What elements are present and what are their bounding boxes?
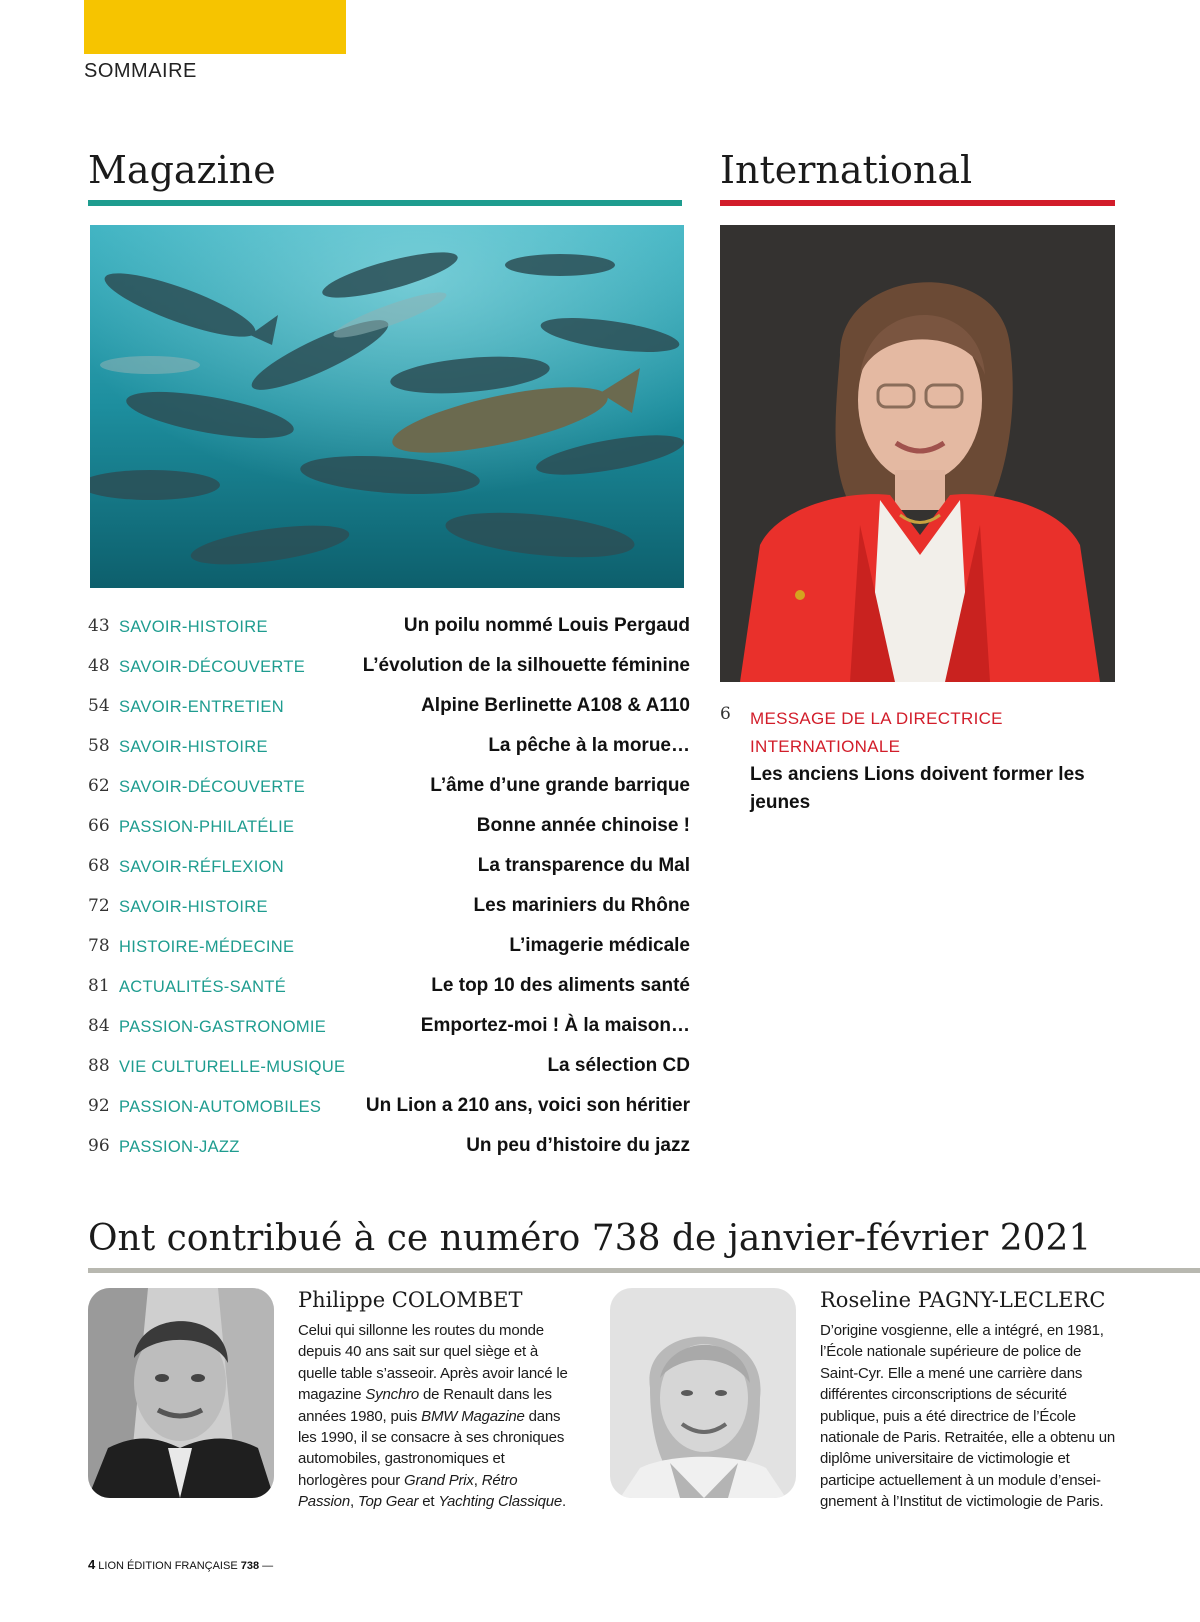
toc-category: PASSION-GASTRONOMIE (119, 1018, 327, 1036)
toc-page-number: 92 (88, 1096, 110, 1116)
footer-publication: LION ÉDITION FRANÇAISE (98, 1560, 238, 1572)
toc-category: SAVOIR-ENTRETIEN (119, 698, 284, 716)
toc-category: PASSION-PHILATÉLIE (119, 818, 295, 836)
toc-page-number: 43 (88, 616, 110, 636)
toc-item[interactable] (88, 854, 690, 894)
magazine-toc (88, 614, 690, 1174)
toc-article-title: Bonne année chinoise ! (476, 815, 690, 836)
contributor-bio: Celui qui sillonne les routes du monde depuis 40 ans sait sur quel siège et à quelle table s’asseoir. Après avoir lancé le magazine Synchro de Renault dans les années 1980, puis BMW Magazine dans les 1990, il se consacre à ses chroniques automobiles, gastronomiques et horlogères pour Grand Prix, Rétro Passion, Top Gear et Yachting Classique. (298, 1322, 568, 1511)
toc-page-number: 72 (88, 896, 110, 916)
toc-category: SAVOIR-DÉCOUVERTE (119, 658, 306, 676)
header-accent-bar (84, 0, 346, 54)
toc-category: VIE CULTURELLE-MUSIQUE (119, 1058, 346, 1076)
contributor-name: Philippe COLOMBET (298, 1288, 523, 1312)
toc-article-title: Alpine Berlinette A108 & A110 (421, 695, 690, 716)
toc-item[interactable] (88, 654, 690, 694)
toc-page-number: 81 (88, 976, 110, 996)
toc-article-title: La pêche à la morue… (488, 735, 690, 756)
toc-article-title: Le top 10 des aliments santé (431, 975, 690, 996)
toc-item[interactable] (88, 1054, 690, 1094)
section-label: SOMMAIRE (84, 60, 197, 82)
cod-school-photo (90, 225, 684, 588)
international-heading: International (720, 148, 973, 192)
toc-article-title: La sélection CD (547, 1055, 690, 1076)
toc-category: SAVOIR-HISTOIRE (119, 618, 268, 636)
contributor-portrait-photo (610, 1288, 796, 1498)
contributors-rule (88, 1268, 1200, 1273)
international-rule (720, 200, 1115, 206)
toc-page-number: 88 (88, 1056, 110, 1076)
footer-page-number: 4 (88, 1557, 96, 1572)
toc-item[interactable] (88, 894, 690, 934)
toc-category: SAVOIR-RÉFLEXION (119, 858, 284, 876)
toc-page-number: 66 (88, 816, 110, 836)
toc-article-title: L’évolution de la silhouette féminine (362, 655, 690, 676)
toc-article-title: Les anciens Lions doivent former les jeunes (750, 764, 1085, 813)
toc-article-title: Un Lion a 210 ans, voici son héritier (365, 1095, 690, 1116)
footer-issue: 738 (240, 1560, 260, 1572)
toc-article-title: Les mariniers du Rhône (473, 895, 690, 916)
toc-article-title: L’imagerie médicale (509, 935, 690, 956)
page-footer (88, 1557, 273, 1572)
toc-item[interactable] (88, 1134, 690, 1174)
toc-page-number: 96 (88, 1136, 110, 1156)
toc-page-number: 78 (88, 936, 110, 956)
toc-item[interactable] (88, 934, 690, 974)
toc-category: PASSION-JAZZ (119, 1138, 240, 1156)
toc-category: MESSAGE DE LA DIRECTRICE INTERNATIONALE (750, 709, 1003, 756)
contributor-name: Roseline PAGNY-LECLERC (820, 1288, 1106, 1312)
toc-category: PASSION-AUTOMOBILES (119, 1098, 322, 1116)
toc-article-title: L’âme d’une grande barrique (430, 775, 690, 796)
toc-category: SAVOIR-HISTOIRE (119, 738, 268, 756)
toc-category: HISTOIRE-MÉDECINE (119, 938, 295, 956)
toc-page-number: 48 (88, 656, 110, 676)
magazine-heading: Magazine (88, 148, 276, 192)
toc-category: SAVOIR-HISTOIRE (119, 898, 268, 916)
toc-item[interactable] (88, 774, 690, 814)
contributors-heading: Ont contribué à ce numéro 738 de janvier-février 2021 (88, 1218, 1092, 1259)
toc-item[interactable] (88, 694, 690, 734)
director-portrait-photo (720, 225, 1115, 682)
toc-item[interactable] (88, 814, 690, 854)
toc-article-title: La transparence du Mal (477, 855, 690, 876)
toc-item[interactable] (88, 1014, 690, 1054)
footer-dash: — (262, 1560, 274, 1572)
contributor-bio: D’origine vosgienne, elle a intégré, en 1981, l’École nationale supérieure de police de Saint-Cyr. Elle a mené une carrière dans différentes circonscriptions de sécurité publique, puis a été directrice de l’École nationale de Paris. Retraitée, elle a obtenu un diplôme universitaire de victimologie et participe actuellement à un module d’ensei-gnement à l’Institut de victimologie de Paris. (820, 1322, 1115, 1511)
toc-page-number: 84 (88, 1016, 110, 1036)
toc-article-title: Un poilu nommé Louis Pergaud (403, 615, 690, 636)
toc-page-number: 6 (720, 704, 731, 724)
toc-category: ACTUALITÉS-SANTÉ (119, 978, 287, 996)
toc-article-title: Un peu d’histoire du jazz (466, 1135, 690, 1156)
magazine-rule (88, 200, 682, 206)
contributor-portrait-photo (88, 1288, 274, 1498)
toc-item[interactable] (88, 734, 690, 774)
toc-item[interactable] (88, 1094, 690, 1134)
toc-page-number: 68 (88, 856, 110, 876)
toc-article-title: Emportez-moi ! À la maison… (420, 1015, 690, 1036)
toc-item[interactable] (88, 974, 690, 1014)
toc-page-number: 58 (88, 736, 110, 756)
toc-category: SAVOIR-DÉCOUVERTE (119, 778, 306, 796)
toc-page-number: 54 (88, 696, 110, 716)
toc-page-number: 62 (88, 776, 110, 796)
toc-item[interactable] (88, 614, 690, 654)
